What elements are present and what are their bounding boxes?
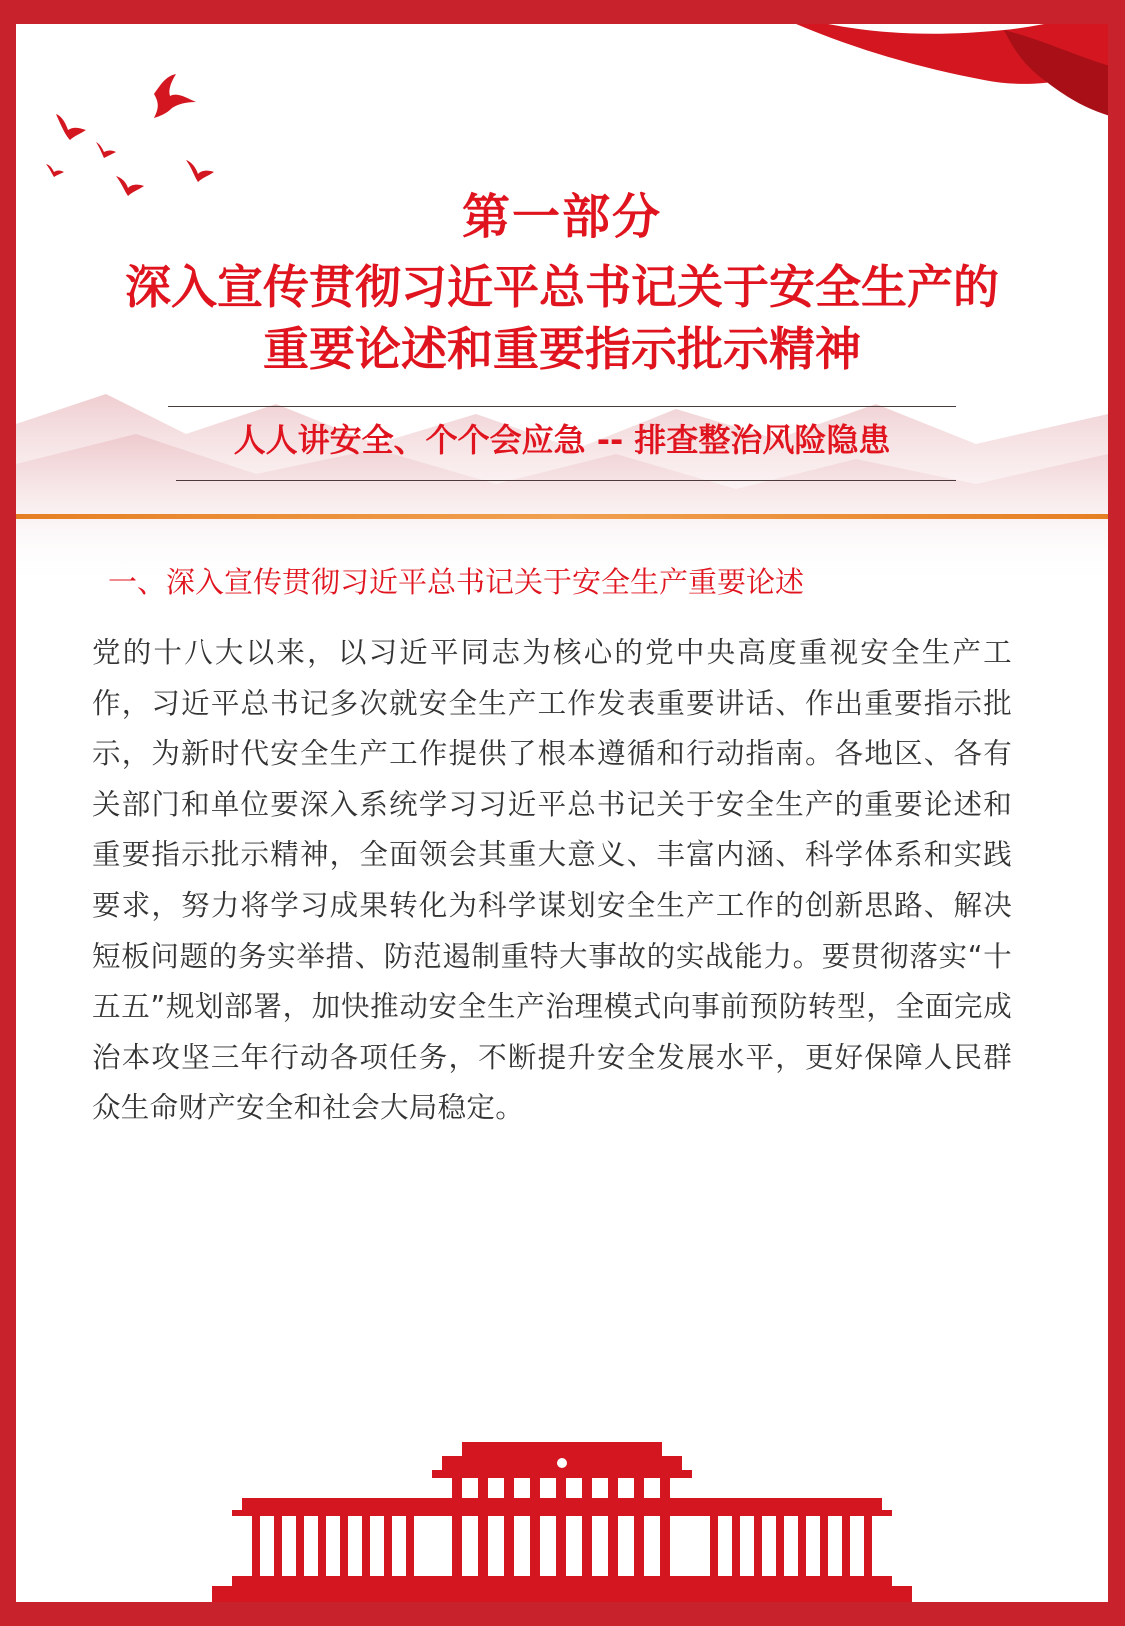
divider-top bbox=[168, 406, 956, 407]
accent-line bbox=[16, 514, 1108, 519]
main-title: 深入宣传贯彻习近平总书记关于安全生产的重要论述和重要指示批示精神 bbox=[125, 260, 999, 376]
slogan: 人人讲安全、个个会应急 -- 排查整治风险隐患 bbox=[233, 421, 891, 459]
title-block bbox=[16, 184, 1108, 380]
part-title: 第一部分 bbox=[461, 189, 662, 245]
poster-page bbox=[16, 24, 1108, 1602]
mountain-landscape-icon bbox=[16, 354, 1108, 584]
section-heading: 一、深入宣传贯彻习近平总书记关于安全生产重要论述 bbox=[108, 565, 805, 599]
divider-bottom bbox=[176, 480, 956, 481]
great-hall-building-icon bbox=[212, 1438, 912, 1602]
red-ribbon-icon bbox=[704, 24, 1108, 140]
flying-birds-icon bbox=[36, 64, 236, 204]
section-body: 党的十八大以来，以习近平同志为核心的党中央高度重视安全生产工作，习近平总书记多次就安全生产工作发表重要讲话、作出重要指示批示，为新时代安全生产工作提供了根本遵循和行动指南。各地区、各有关部门和单位要深入系统学习习近平总书记关于安全生产的重要论述和重要指示批示精神，全面领会其重大意义、丰富内涵、科学体系和实践要求，努力将学习成果转化为科学谋划安全生产工作的创新思路、解决短板问题的务实举措、防范遏制重特大事故的实战能力。要贯彻落实“十五五”规划部署，加快推动安全生产治理模式向事前预防转型，全面完成治本攻坚三年行动各项任务，不断提升安全发展水平，更好保障人民群众生命财产安全和社会大局稳定。 bbox=[92, 636, 1012, 1125]
